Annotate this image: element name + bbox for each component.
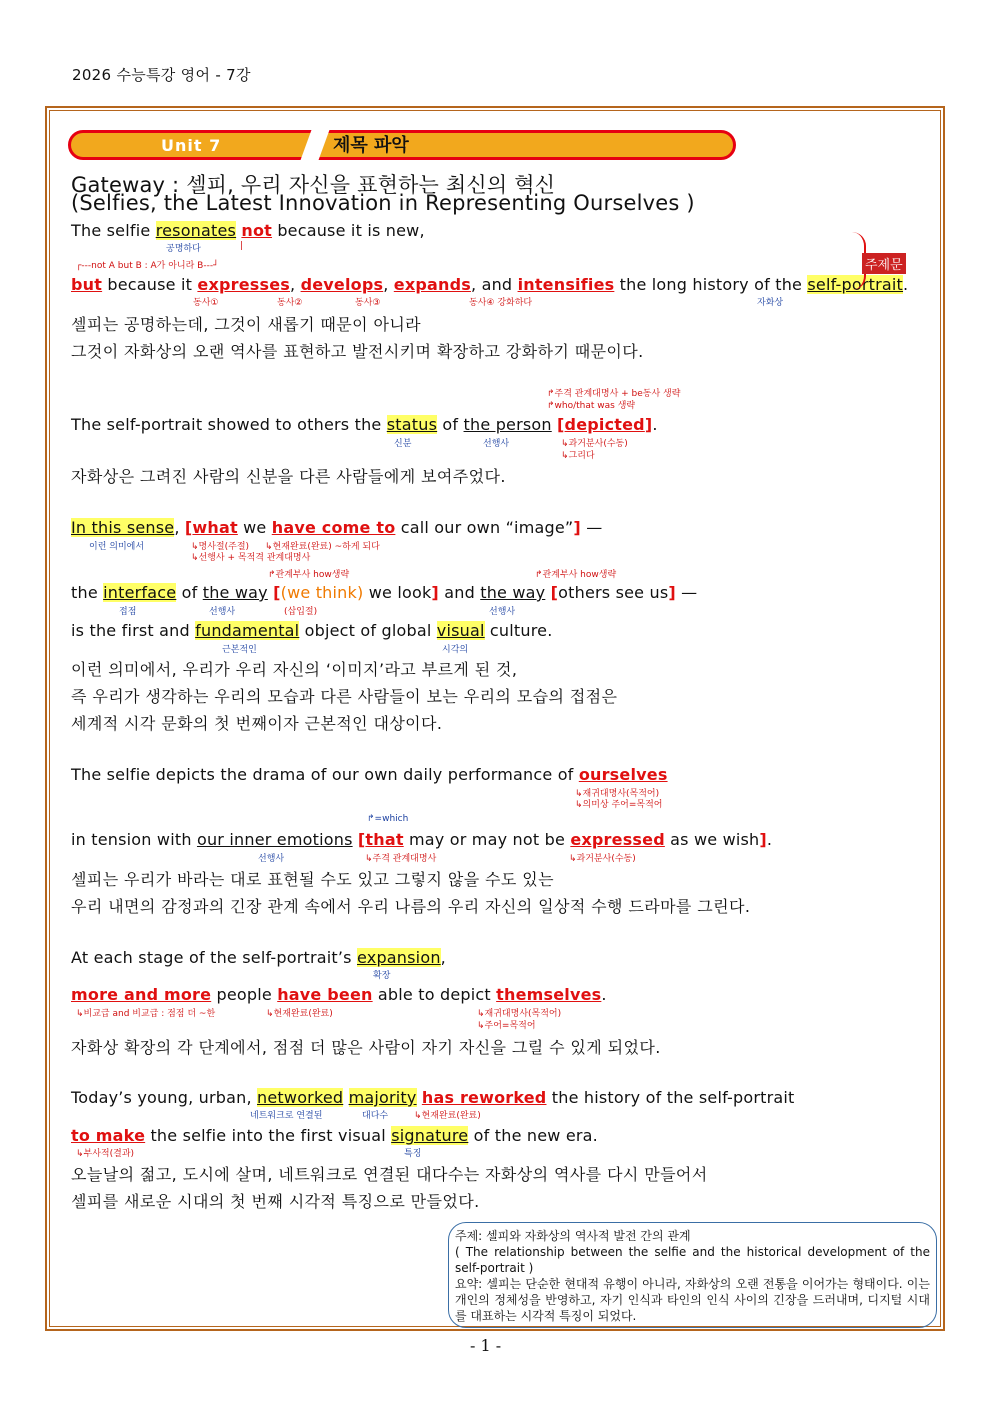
note: ┌---not A but B : A가 아니라 B---┘ xyxy=(76,261,219,271)
key-word: expands xyxy=(393,275,471,294)
note: 네트워크로 연결된 xyxy=(250,1111,323,1121)
banner-divider xyxy=(301,130,330,160)
note: 접점 xyxy=(119,607,137,617)
unit-label: Unit 7 xyxy=(161,136,222,155)
bracket: ] xyxy=(759,830,767,849)
s6-line2 xyxy=(71,1126,598,1145)
note: ↳재귀대명사(목적어) xyxy=(575,789,660,799)
note: 선행사 xyxy=(258,854,285,864)
text: culture. xyxy=(484,621,553,640)
text: because it xyxy=(102,275,198,294)
s6-line1 xyxy=(71,1088,795,1107)
summary-box xyxy=(448,1222,937,1328)
document-header: 2026 수능특강 영어 - 7강 xyxy=(72,66,251,84)
translation: 그것이 자화상의 오랜 역사를 표현하고 발전시키며 확장하고 강화하기 때문이다. xyxy=(71,342,644,361)
text: able to depict xyxy=(372,985,497,1004)
bracket: ] xyxy=(573,518,581,537)
note: 확장 xyxy=(373,971,391,981)
bracket: [ xyxy=(357,830,366,849)
summary-topic: 주제: 셀피와 자화상의 역사적 발전 간의 관계 xyxy=(455,1229,691,1243)
highlight-word: majority xyxy=(348,1088,417,1107)
text: , xyxy=(383,275,394,294)
highlight-word: In this sense xyxy=(71,518,175,537)
translation: 우리 내면의 감정과의 긴장 관계 속에서 우리 나름의 우리 자신의 일상적 수행 드라마를 그린다. xyxy=(71,897,751,916)
text: Today’s young, urban, xyxy=(71,1088,258,1107)
note: 공명하다 xyxy=(166,244,201,254)
antecedent: the way xyxy=(480,583,546,602)
bracket: [ xyxy=(184,518,193,537)
key-word: themselves xyxy=(496,985,602,1004)
key-word: what xyxy=(192,518,238,537)
text: . xyxy=(903,275,909,294)
note: 선행사 xyxy=(489,607,516,617)
note: ↳그리다 xyxy=(561,451,595,461)
note: ↱who/that was 생략 xyxy=(547,401,636,411)
s1-line2 xyxy=(71,275,908,294)
text: the xyxy=(71,583,104,602)
text: The self-portrait showed to others the xyxy=(71,415,387,434)
text: of the new era. xyxy=(468,1126,598,1145)
summary-topic-english: ( The relationship between the selfie and the historical development of the self-portrait ) xyxy=(455,1245,930,1275)
note: 특징 xyxy=(404,1149,422,1159)
text: The selfie depicts the drama of our own daily performance of xyxy=(71,765,579,784)
note: ↳주격 관계대명사 xyxy=(365,854,437,864)
note: 동사① xyxy=(193,298,219,308)
bracket: ] xyxy=(431,583,439,602)
translation: 셀피를 새로운 시대의 첫 번째 시각적 특징으로 만들었다. xyxy=(71,1192,480,1211)
key-word: develops xyxy=(300,275,384,294)
summary-text: 요약: 셀피는 단순한 현대적 유행이 아니라, 자화상의 오랜 전통을 이어가는 형태이다. 이는 개인의 정체성을 반영하고, 자기 인식과 타인의 인식 사이의 긴장을 드러내며, 디지털 시대를 대표하는 시각적 특징이 되었다. xyxy=(455,1277,930,1323)
key-word: that xyxy=(365,830,404,849)
highlight-word: signature xyxy=(391,1126,469,1145)
highlight-word: interface xyxy=(103,583,177,602)
text: others see us xyxy=(558,583,669,602)
bracket: [ xyxy=(550,583,559,602)
text: may or may not be xyxy=(403,830,571,849)
note: 선행사 xyxy=(209,607,236,617)
s5-line1: At each stage of the self-portrait’s expansion, xyxy=(71,948,446,967)
text: the long history of the xyxy=(614,275,808,294)
text: and xyxy=(438,583,481,602)
translation: 세계적 시각 문화의 첫 번째이자 근본적인 대상이다. xyxy=(71,714,443,733)
note: 대다수 xyxy=(362,1111,389,1121)
text: of xyxy=(437,415,464,434)
theme-badge: 주제문 xyxy=(862,253,906,274)
text: the selfie into the first visual xyxy=(145,1126,392,1145)
bracket: [ xyxy=(557,415,565,434)
s4-line1 xyxy=(71,765,668,784)
text: , xyxy=(290,275,301,294)
text: we look xyxy=(363,583,432,602)
highlight-word: networked xyxy=(257,1088,344,1107)
bracket: [ xyxy=(273,583,281,602)
note: 선행사 xyxy=(483,439,510,449)
page-number: - 1 - xyxy=(470,1336,502,1355)
note: ↳부사적(결과) xyxy=(76,1149,135,1159)
antecedent: the way xyxy=(202,583,268,602)
key-word: expressed xyxy=(570,830,665,849)
translation: 셀피는 우리가 바라는 대로 표현될 수도 있고 그렇지 않을 수도 있는 xyxy=(71,870,554,889)
key-word: not xyxy=(241,221,273,240)
unit-banner xyxy=(68,130,736,160)
key-word: expresses xyxy=(197,275,290,294)
highlight-word: visual xyxy=(436,621,485,640)
note: ↳선행사 + 목적격 관계대명사 xyxy=(191,553,311,563)
highlight-word: status xyxy=(386,415,438,434)
highlight-word: resonates xyxy=(155,221,237,240)
key-word: have been xyxy=(277,985,373,1004)
note: 동사② xyxy=(277,298,303,308)
translation: 즉 우리가 생각하는 우리의 모습과 다른 사람들이 보는 우리의 모습의 접점은 xyxy=(71,687,618,706)
note: 동사③ xyxy=(355,298,381,308)
text: At each stage of the self-portrait’s xyxy=(71,948,358,967)
text: of xyxy=(176,583,203,602)
s3-line1: In this sense, [what we have come to call our own “image”] — xyxy=(71,518,603,537)
note: ↳현재완료(완료) xyxy=(266,1009,333,1019)
title-english: (Selfies, the Latest Innovation in Representing Ourselves ) xyxy=(71,191,695,215)
note: ↳재귀대명사(목적어) xyxy=(477,1009,562,1019)
key-word: to make xyxy=(71,1126,146,1145)
note: ↳현재완료(완료) xyxy=(414,1111,481,1121)
inserted-clause: (we think) xyxy=(280,583,364,602)
note: ↳현재완료(완료) ~하게 되다 xyxy=(265,542,380,552)
antecedent: our inner emotions xyxy=(196,830,353,849)
text: object of global xyxy=(299,621,437,640)
note: ↳과거분사(수동) xyxy=(569,854,636,864)
banner-title: 제목 파악 xyxy=(333,135,409,156)
text: The selfie xyxy=(71,221,156,240)
highlight-word: self-portrait xyxy=(807,275,904,294)
note: ↳의미상 주어=목적어 xyxy=(575,800,663,810)
text: in tension with xyxy=(71,830,197,849)
bracket: ] xyxy=(644,415,653,434)
title-korean: Gateway : 셀피, 우리 자신을 표현하는 최신의 혁신 xyxy=(71,173,556,197)
highlight-word: fundamental xyxy=(195,621,300,640)
translation: 자화상 확장의 각 단계에서, 점점 더 많은 사람이 자기 자신을 그릴 수 있게 되었다. xyxy=(71,1038,661,1057)
text: as we wish xyxy=(664,830,760,849)
s3-line2: the interface of the way [(we think) we look] and the way [others see us] — xyxy=(71,583,698,602)
bracket: ] xyxy=(668,583,676,602)
translation: 이런 의미에서, 우리가 우리 자신의 ‘이미지’라고 부르게 된 것, xyxy=(71,660,518,679)
antecedent: the person xyxy=(463,415,552,434)
text: is the first and xyxy=(71,621,196,640)
s4-line2: in tension with our inner emotions [that may or may not be expressed as we wish]. xyxy=(71,830,773,849)
key-word: has reworked xyxy=(421,1088,547,1107)
note: ↱=which xyxy=(367,814,409,824)
s1-line1 xyxy=(71,221,425,240)
translation: 오늘날의 젊고, 도시에 살며, 네트워크로 연결된 대다수는 자화상의 역사를 다시 만들어서 xyxy=(71,1165,708,1184)
note: ↱주격 관계대명사 + be동사 생략 xyxy=(547,389,681,399)
text: call our own “image” xyxy=(395,518,574,537)
s3-line3 xyxy=(71,621,552,640)
text: because it is new, xyxy=(272,221,425,240)
key-word: depicted xyxy=(564,415,645,434)
translation: 셀피는 공명하는데, 그것이 새롭기 때문이 아니라 xyxy=(71,315,422,334)
key-word: ourselves xyxy=(578,765,668,784)
note: ↳주어=목적어 xyxy=(477,1021,536,1031)
note: ↱관계부사 how생략 xyxy=(268,570,350,580)
s2-line: The self-portrait showed to others the status of the person [depicted]. xyxy=(71,415,658,434)
text: the history of the self-portrait xyxy=(546,1088,795,1107)
key-word: have come to xyxy=(271,518,396,537)
highlight-word: expansion xyxy=(357,948,441,967)
s5-line2: more and more people have been able to depict themselves. xyxy=(71,985,607,1004)
note: ↳명사절(주절) xyxy=(191,542,250,552)
note: ↱관계부사 how생략 xyxy=(535,570,617,580)
text: we xyxy=(237,518,272,537)
key-word: but xyxy=(71,275,103,294)
note-mark: | xyxy=(240,241,244,251)
note: 시각의 xyxy=(442,645,469,655)
note: 신분 xyxy=(394,439,412,449)
key-word: more and more xyxy=(71,985,212,1004)
note: (삽입절) xyxy=(284,607,318,617)
translation: 자화상은 그려진 사람의 신분을 다른 사람들에게 보여주었다. xyxy=(71,467,506,486)
note: 동사④ 강화하다 xyxy=(469,298,533,308)
note: ↳과거분사(수동) xyxy=(561,439,628,449)
note: 자화상 xyxy=(757,298,784,308)
note: 이런 의미에서 xyxy=(89,542,145,552)
note: 근본적인 xyxy=(222,645,257,655)
key-word: intensifies xyxy=(517,275,615,294)
text: , and xyxy=(471,275,518,294)
note: ↳비교급 and 비교급 : 점점 더 ~한 xyxy=(76,1009,216,1019)
text: people xyxy=(211,985,278,1004)
